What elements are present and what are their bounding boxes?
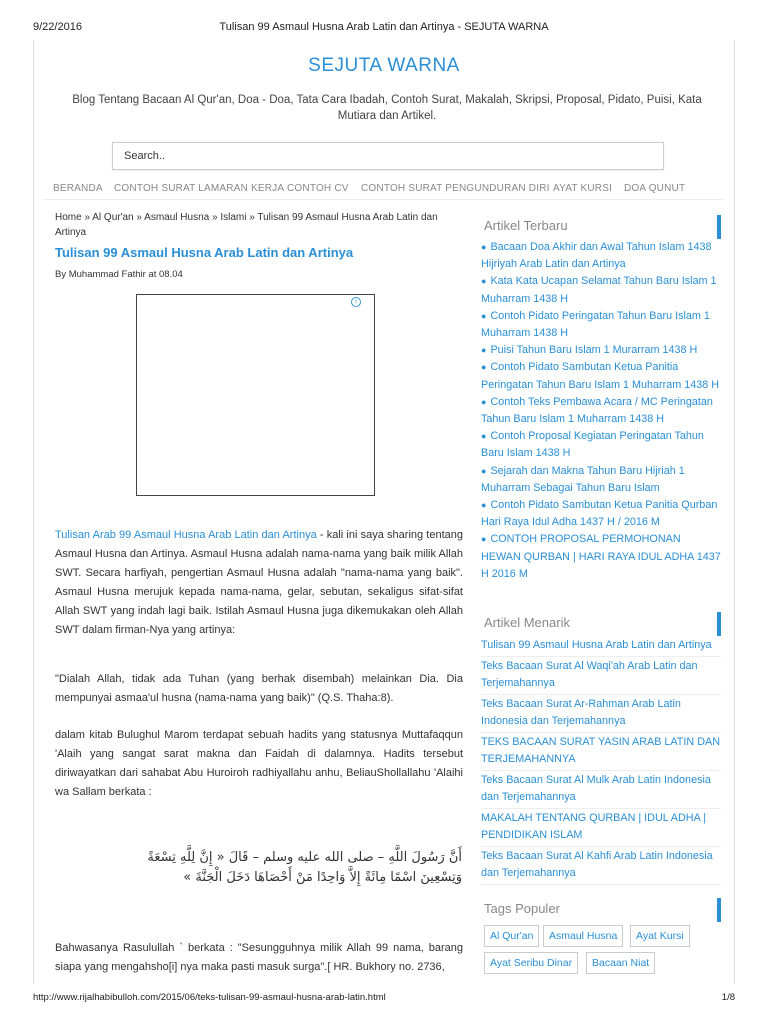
article-paragraph-3: dalam kitab Bulughul Marom terdapat sebuah hadits yang statusnya Muttafaqqun 'Alaih yang sangat sarat makna dan Faidah di dalamnya. Hadits tersebut diriwayatkan dari sahabat Abu Huroiroh radhiyallahu anhu, BeliauShollallahu 'Alaihi wa Sallam berkata : xyxy=(55,729,463,798)
popular-article-item[interactable]: Teks Bacaan Surat Al Mulk Arab Latin Indonesia dan Terjemahannya xyxy=(481,771,721,809)
recent-article-item[interactable]: ● Sejarah dan Makna Tahun Baru Hijriah 1 Muharram Sebagai Tahun Baru Islam xyxy=(481,464,685,494)
tag-asmaul-husna[interactable]: Asmaul Husna xyxy=(543,925,623,947)
popular-articles-title: Artikel Menarik xyxy=(481,612,721,636)
recent-article-item[interactable]: ● Contoh Teks Pembawa Acara / MC Peringatan Tahun Baru Islam 1 Muharram 1438 H xyxy=(481,395,713,426)
bullet-icon: ● xyxy=(481,345,487,356)
ad-placeholder[interactable] xyxy=(136,294,375,496)
search-box xyxy=(112,142,664,170)
arabic-hadith-text: أَنَّ رَسُولَ اللَّهِ – صلى الله عليه وسلم – قَالَ « إِنَّ لِلَّهِ تِسْعَةً وَتِسْعِينَ اسْمًا مِائَةً إِلاَّ وَاحِدًا مَنْ أَحْصَاهَا دَخَلَ الْجَنَّةَ » xyxy=(147,850,462,885)
recent-article-item[interactable]: ● Contoh Pidato Sambutan Ketua Panitia Qurban Hari Raya Idul Adha 1437 H / 2016 M xyxy=(481,499,718,529)
bullet-icon: ● xyxy=(481,276,487,287)
tag-bacaan-niat[interactable]: Bacaan Niat xyxy=(586,952,655,974)
popular-articles-list xyxy=(481,636,721,885)
article-intro-link[interactable]: Tulisan Arab 99 Asmaul Husna Arab Latin dan Artinya xyxy=(55,529,317,541)
site-description: Blog Tentang Bacaan Al Qur'an, Doa - Doa, Tata Cara Ibadah, Contoh Surat, Makalah, Skripsi, Proposal, Pidato, Puisi, Kata Mutiara dan Artikel. xyxy=(72,94,702,122)
print-date: 9/22/2016 xyxy=(33,21,82,33)
site-title[interactable]: SEJUTA WARNA xyxy=(308,55,460,76)
tag-al-quran[interactable]: Al Qur'an xyxy=(484,925,539,947)
popular-article-item[interactable]: Teks Bacaan Surat Ar-Rahman Arab Latin Indonesia dan Terjemahannya xyxy=(481,695,721,733)
recent-article-item[interactable]: ● Contoh Proposal Kegiatan Peringatan Tahun Baru Islam 1438 H xyxy=(481,430,704,460)
tag-ayat-kursi[interactable]: Ayat Kursi xyxy=(630,925,690,947)
bullet-icon: ● xyxy=(481,362,487,373)
bullet-icon: ● xyxy=(481,500,487,511)
main-nav xyxy=(43,178,723,200)
print-page-title: Tulisan 99 Asmaul Husna Arab Latin dan Artinya - SEJUTA WARNA xyxy=(219,21,549,33)
bullet-icon: ● xyxy=(481,465,487,476)
recent-article-item[interactable]: ● Contoh Pidato Peringatan Tahun Baru Islam 1 Muharram 1438 H xyxy=(481,309,710,340)
recent-article-item[interactable]: ● Contoh Pidato Sambutan Ketua Panitia Peringatan Tahun Baru Islam 1 Muharram 1438 H xyxy=(481,361,720,391)
bullet-icon: ● xyxy=(481,534,487,545)
recent-article-item[interactable]: ● Puisi Tahun Baru Islam 1 Murarram 1438 H xyxy=(481,344,698,357)
popular-article-item[interactable]: MAKALAH TENTANG QURBAN | IDUL ADHA | PENDIDIKAN ISLAM xyxy=(481,809,721,847)
article-paragraph-2: "Dialah Allah, tidak ada Tuhan (yang berhak disembah) melainkan Dia. Dia mempunyai asmaa'ul husna (nama-nama yang baik)" (Q.S. Thaha:8). xyxy=(55,673,463,704)
search-input[interactable] xyxy=(113,143,663,169)
breadcrumb[interactable]: Home » Al Qur'an » Asmaul Husna » Islami » Tulisan 99 Asmaul Husna Arab Latin dan Artinya xyxy=(55,212,438,238)
post-header xyxy=(55,210,463,280)
nav-item-contoh-cv[interactable]: CONTOH CV xyxy=(287,183,349,194)
post-title[interactable]: Tulisan 99 Asmaul Husna Arab Latin dan Artinya xyxy=(55,245,354,260)
print-header xyxy=(0,0,768,40)
recent-article-item[interactable]: ● CONTOH PROPOSAL PERMOHONAN HEWAN QURBAN | HARI RAYA IDUL ADHA 1437 H 2016 M xyxy=(481,533,721,580)
nav-item-ayat-kursi[interactable]: AYAT KURSI xyxy=(553,183,613,194)
tags-title: Tags Populer xyxy=(481,898,721,922)
article-paragraph-1 xyxy=(55,526,463,640)
ad-info-icon[interactable]: i xyxy=(351,297,361,307)
nav-item-contoh-surat-lamaran-kerja[interactable]: CONTOH SURAT LAMARAN KERJA xyxy=(114,183,285,194)
print-page-number: 1/8 xyxy=(721,992,735,1003)
article-intro-text: - kali ini saya sharing tentang Asmaul Husna dan Artinya. Asmaul Husna adalah nama-nama yang baik milik Allah SWT. Secara harfiyah, pengertian Asmaul Husna adalah "nama-nama yang baik". Asmaul Husna merujuk kepada nama-nama, gelar, sebutan, sekaligus sifat-sifat Allah SWT yang indah lagi baik. Istilah Asmaul Husna juga dikemukakan oleh Allah SWT dalam firman-Nya yang artinya: xyxy=(55,529,463,636)
recent-article-item[interactable]: ● Bacaan Doa Akhir dan Awal Tahun Islam 1438 Hijriyah Arab Latin dan Artinya xyxy=(481,241,712,271)
bullet-icon: ● xyxy=(481,396,487,407)
recent-articles-title: Artikel Terbaru xyxy=(481,215,721,239)
popular-article-item[interactable]: Teks Bacaan Surat Al Waqi'ah Arab Latin dan Terjemahannya xyxy=(481,657,721,695)
nav-item-beranda[interactable]: BERANDA xyxy=(53,183,103,194)
nav-item-contoh-surat-pengunduran-diri[interactable]: CONTOH SURAT PENGUNDURAN DIRI xyxy=(361,183,550,194)
bullet-icon: ● xyxy=(481,242,487,252)
post-byline: By Muhammad Fathir at 08.04 xyxy=(55,269,183,280)
popular-article-item[interactable]: Tulisan 99 Asmaul Husna Arab Latin dan Artinya xyxy=(481,636,721,657)
bullet-icon: ● xyxy=(481,431,487,442)
tag-ayat-seribu-dinar[interactable]: Ayat Seribu Dinar xyxy=(484,952,578,974)
nav-item-doa-qunut[interactable]: DOA QUNUT xyxy=(624,183,686,194)
bullet-icon: ● xyxy=(481,310,487,321)
popular-article-item[interactable]: TEKS BACAAN SURAT YASIN ARAB LATIN DAN TERJEMAHANNYA xyxy=(481,733,721,771)
article-paragraph-4: Bahwasanya Rasulullah ` berkata : "Sesungguhnya milik Allah 99 nama, barang siapa yang mengahsho[i] nya maka pasti masuk surga".[ HR. Bukhory no. 2736, xyxy=(55,942,463,973)
print-url: http://www.rijalhabibulloh.com/2015/06/teks-tulisan-99-asmaul-husna-arab-latin.html xyxy=(33,992,386,1003)
recent-article-item[interactable]: ● Kata Kata Ucapan Selamat Tahun Baru Islam 1 Muharram 1438 H xyxy=(481,275,717,305)
recent-articles-list xyxy=(481,239,721,583)
popular-article-item[interactable]: Teks Bacaan Surat Al Kahfi Arab Latin Indonesia dan Terjemahannya xyxy=(481,847,721,885)
